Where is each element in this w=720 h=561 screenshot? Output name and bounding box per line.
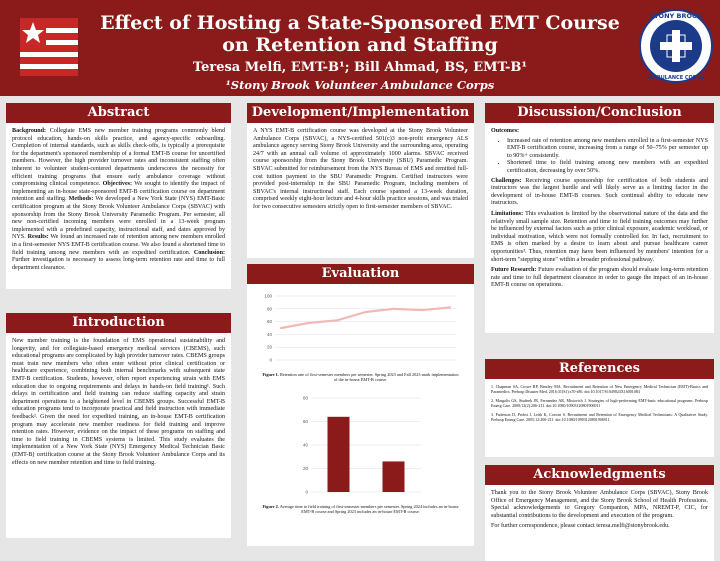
outcome-item: • Shortened time to field training among new members with an expedited certification, decreasing by over 50%. [507,160,708,175]
series-line [281,308,450,328]
abstract-background-label: Background: [12,128,47,134]
y-tick-label: 60 [266,319,272,325]
figure1-label: Figure 1. [262,371,279,377]
data-point [364,311,366,313]
abstract-objectives-text: We sought to identify the impact of implementing an in-house state-sponsored EMT-B certification course on department retention and staffing. [12,181,226,203]
development-panel [247,123,474,258]
development-text: A NYS EMT-B certification course was developed at the Stony Brook Volunteer Ambulance Corps (SBVAC), a NYS-certified 501(c)3 non-profit emergency ALS ambulance agency serving Stony Brook University and the surrounding area, operating 24/7 with an annual call volume of approximately 1000 alarms. SBVAC received course sponsorship from the Stony Brook University (SBU) Paramedic Program. SBVAC submitted for reimbursement from the NYS Bureau of EMS and remitted full-cost tuition payment to the SBU Paramedic Program. Certified instructors were provided post-internship in the SBU Paramedic Program, including members of SBVAC's internal instructional staff. Each course spanned a 13-week duration, comprised weekly eight-hour lecture and 4-hour skills practice sessions, and was trialed for two consecutive semesters strictly open to first-semester members of SBVAC. [253,128,468,210]
abstract-conclusion-label: Conclusion: [193,249,225,256]
star-flag-logo [20,18,78,76]
figure1-caption-text: Retention rate of first-semester members per semester. Spring 2023 and Fall 2023 mark implementation of the in-house EMT-B course. [278,371,459,382]
y-tick-label: 60 [302,419,308,425]
introduction-heading: Introduction [6,313,231,333]
figure1-caption [251,372,470,383]
data-point [280,327,282,329]
y-tick-label: 0 [305,489,308,495]
poster-affiliation: ¹Stony Brook Volunteer Ambulance Corps [225,78,495,92]
seal-top-text: STONY BROOK [649,12,703,20]
y-tick-label: 20 [302,466,308,472]
y-tick-label: 40 [266,331,272,337]
y-tick-label: 40 [302,442,308,448]
abstract-results-text: We found an increased rate of retention among new members enrolled in a first-semester NYS EMT-B certification course. We also found a shortened time to field training among new members with an expedited certification. [12,234,226,256]
abstract-methods-label: Methods: [68,196,94,203]
introduction-panel [6,333,231,538]
limitations-text: This evaluation is limited by the observational nature of the data and the relatively small sample size. Retention and time to field training outcomes may further be influenced by external factors such as prior clinical exposure, academic workload, or individual motivation, which were not formally controlled for. In fact, recruitment to EMS is often marked by a desire to learn about and pursue healthcare career opportunities³. Thus, retention may have been influenced by members' intention for a short-term "stepping stone" within a broader professional pathway. [491,210,708,263]
future-research-text: Future evaluation of the program should evaluate long-term retention rate and time to full department clearance in order to gauge the impact of an in-house EMT-B course on operations. [491,267,708,289]
time-to-field-bar-chart [251,390,470,500]
reference-item: 2. Margolis GS, Studnek JR, Fernandez AR, Mistovich J. Strategies of high-performing EMT-basic educational programs. Prehosp Emerg Care. 2008;12(2):206-211. doi:10.1080/10903120801906911 [491,398,708,408]
data-point [308,322,310,324]
ambulance-corps-seal-logo [638,8,714,84]
bar [328,417,350,492]
abstract-conclusion-text: Further investigation is necessary to assess long-term retention rate and time to full department clearance. [12,257,225,271]
challenges-label: Challenges: [491,177,522,184]
seal-bottom-text: AMBULANCE CORPS [648,75,704,81]
evaluation-heading: Evaluation [247,264,474,284]
column-middle [247,103,474,546]
title-block [90,12,630,92]
y-tick-label: 100 [264,293,272,299]
y-tick-label: 20 [266,344,272,350]
references-panel [485,379,714,457]
y-tick-label: 80 [302,395,308,401]
discussion-heading: Discussion/Conclusion [485,103,714,123]
acknowledgments-panel [485,485,714,561]
introduction-text: New member training is the foundation of EMS operational sustainability and longevity, and for collegiate-based emergency medical services (CBEMS), such educational programs are complicated by high provider turnover rates. CBEMS groups must train new members who often enter without prior clinical certification or healthcare experience, combining both internal benchmarks with subsequent state EMT-B certification. Students, however, often report experiencing strain with EMS education due to ongoing requirements and delays in hands-on field training¹. Such delays in certification and field training can reduce staffing capacity and strain department operations to a heightened level in CBEMS groups. Successful EMT-B education programs tend to incorporate practical and field instruction with immediate feedback². Given the need for expedited training, an in-house EMT-B certification program may accelerate new member readiness for field training and improve retention rates. However, evidence on the impact of these programs on staffing and time to field training in CBEMS systems is limited. This study evaluates the implementation of a New York State (NYS) Emergency Medical Technician Basic (EMT-B) certification course at the Stony Brook Volunteer Ambulance Corps and its effects on new member retention and time to field training. [12,338,225,466]
limitations-label: Limitations: [491,210,524,217]
reference-item: 3. Patterson D, Probst J, Leith K, Corwin S. Recruitment and Retention of Emergency Medical Technicians: A Qualitative Study. Prehosp Emerg Care. 2005;12:206-211. doi:10.1080/10903120801906911 [491,412,708,422]
retention-line-chart [251,288,470,368]
column-left [6,103,231,538]
figure2-caption [251,504,470,515]
outcome-item: • Increased rate of retention among new members enrolled in a first-semester NYS EMT-B certification course, increasing from a range of 50–75% per semester up to 90%+ consistently. [507,138,708,161]
contact-text: For further correspondence, please contact teresa.melfi@stonybrook.edu. [491,523,670,530]
future-research-label: Future Research: [491,267,537,274]
figure2-caption-text: Average time to field training of first-semester members per semester. Spring 2024 includes an in-house EMT-B course and Spring 2023 includes an in-house EMT-B course. [278,504,459,515]
column-right [485,103,714,561]
acknowledgments-text: Thank you to the Stony Brook Volunteer Ambulance Corps (SBVAC), Stony Brook Office of Emergency Management, and the Stony Brook School of Health Professions. Special acknowledgements to Gregory Companion, MPA, NREMT-P, CIC, for substantial contributions to the development and execution of the program. [491,490,708,519]
abstract-results-label: Results: [27,234,49,241]
discussion-panel [485,123,714,333]
references-heading: References [485,359,714,379]
abstract-methods-text: We developed a New York State (NYS) EMT-Basic certification program at the Stony Brook Volunteer Ambulance Corps (SBVAC) with sponsorship from the Stony Brook University Paramedic Program. Per semester, all new non-certified incoming members were enrolled in a 13-week program implemented with a predefined capacity, instructional staff, and dates approved by NYS. [12,196,225,241]
reference-item: 1. Chapman SA, Crowe RP, Bentley MA. Recruitment and Retention of New Emergency Medical Technician (EMT)-Basics and Paramedics. Prehosp Disaster Med. 2016;31(S1):s70-s86. doi:10.1017/S1049023X16001084 [491,384,708,394]
data-point [421,309,423,311]
abstract-objectives-label: Objectives: [102,181,133,188]
poster-authors: Teresa Melfi, EMT-B¹; Bill Ahmad, BS, EMT-B¹ [192,60,528,75]
bar [383,462,405,493]
data-point [393,308,395,310]
poster-title: Effect of Hosting a State-Sponsored EMT Course on Retention and Staffing [100,12,620,56]
outcomes-list [501,138,708,176]
acknowledgments-heading: Acknowledgments [485,465,714,485]
data-point [449,306,451,308]
evaluation-panel [247,284,474,546]
development-heading: Development/Implementation [247,103,474,123]
outcomes-label: Outcomes: [491,128,520,134]
data-point [336,319,338,321]
y-tick-label: 80 [266,306,272,312]
y-tick-label: 0 [269,357,272,363]
abstract-panel [6,123,231,289]
figure2-label: Figure 2. [262,504,279,509]
challenges-text: Receiving course sponsorship for certification of both students and instructors was the largest hurdle and will likely serve as a limiting factor in the development of in-house EMT-B courses. Such continual ability to educate new instructors. [491,177,708,207]
abstract-background-text: Collegiate EMS new member training programs commonly blend protocol education, hands-on skills practice, and agency-specific onboarding. Completion of internal standards, such as skills check-offs, is typically a prerequisite for the department's sponsored membership of a formal EMT-B course for uncertified members. However, the high provider turnover rates and inconsistent staffing often inherent to volunteer student-centered departments underscores the necessity for efficient training programs that ensure early ambulance coverage without compromising clinical competence. [12,128,225,188]
poster-header [0,0,720,96]
abstract-heading: Abstract [6,103,231,123]
